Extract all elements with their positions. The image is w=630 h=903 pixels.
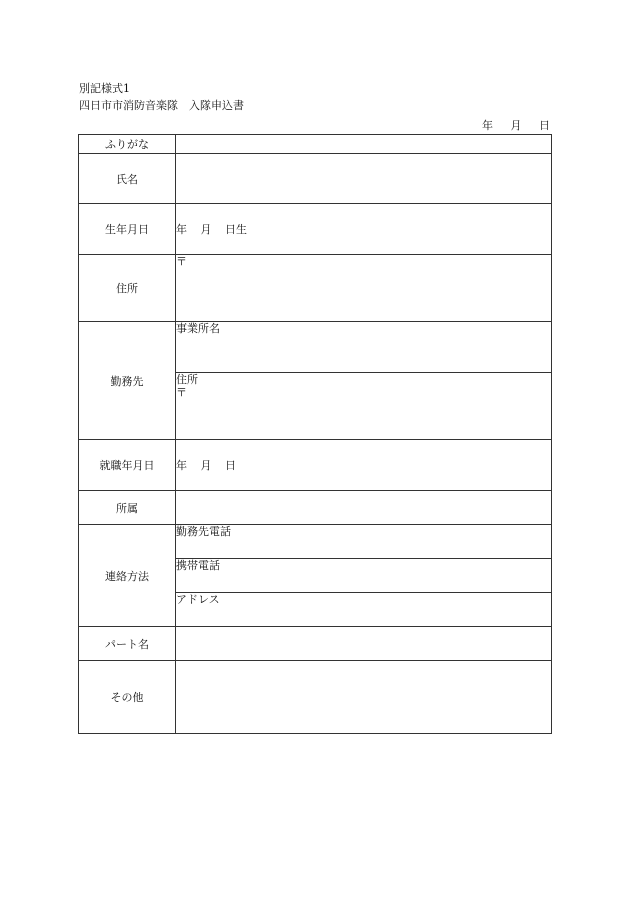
workplace-address-field[interactable] — [176, 373, 552, 440]
mobile-phone-label: 携帯電話 — [176, 559, 220, 572]
affiliation-field[interactable] — [176, 491, 552, 525]
application-date-line: 年 月 日 — [482, 119, 550, 132]
birthdate-row — [79, 204, 552, 255]
address-label: 住所 — [79, 255, 176, 322]
name-field[interactable] — [176, 154, 552, 204]
contact-method-label: 連絡方法 — [79, 525, 176, 627]
email-label: アドレス — [176, 593, 220, 606]
employment-date-label: 就職年月日 — [79, 440, 176, 491]
workplace-company-row — [79, 322, 552, 373]
employment-date-field[interactable]: 年 月 日 — [176, 440, 552, 491]
contact-work-phone-row — [79, 525, 552, 559]
furigana-row — [79, 135, 552, 154]
furigana-label: ふりがな — [79, 135, 176, 154]
workplace-company-field[interactable] — [176, 322, 552, 373]
part-row — [79, 627, 552, 661]
email-field[interactable] — [176, 593, 552, 627]
workplace-address-label: 住所 — [176, 373, 198, 386]
address-row — [79, 255, 552, 322]
work-phone-field[interactable] — [176, 525, 552, 559]
other-row — [79, 661, 552, 734]
address-field[interactable] — [176, 255, 552, 322]
postal-mark: 〒 — [176, 255, 187, 268]
company-name-label: 事業所名 — [176, 322, 220, 335]
workplace-label: 勤務先 — [79, 322, 176, 440]
affiliation-row — [79, 491, 552, 525]
affiliation-label: 所属 — [79, 491, 176, 525]
part-name-field[interactable] — [176, 627, 552, 661]
other-label: その他 — [79, 661, 176, 734]
mobile-phone-field[interactable] — [176, 559, 552, 593]
part-name-label: パート名 — [79, 627, 176, 661]
birthdate-field[interactable]: 年 月 日生 — [176, 204, 552, 255]
form-number-label: 別記様式1 — [79, 82, 130, 95]
work-phone-label: 勤務先電話 — [176, 525, 231, 538]
employment-date-row — [79, 440, 552, 491]
workplace-postal-mark: 〒 — [176, 386, 187, 399]
name-label: 氏名 — [79, 154, 176, 204]
birthdate-label: 生年月日 — [79, 204, 176, 255]
name-row — [79, 154, 552, 204]
furigana-field[interactable] — [176, 135, 552, 154]
application-form-table — [78, 134, 552, 734]
document-title: 四日市市消防音楽隊 入隊申込書 — [79, 99, 244, 112]
other-field[interactable] — [176, 661, 552, 734]
